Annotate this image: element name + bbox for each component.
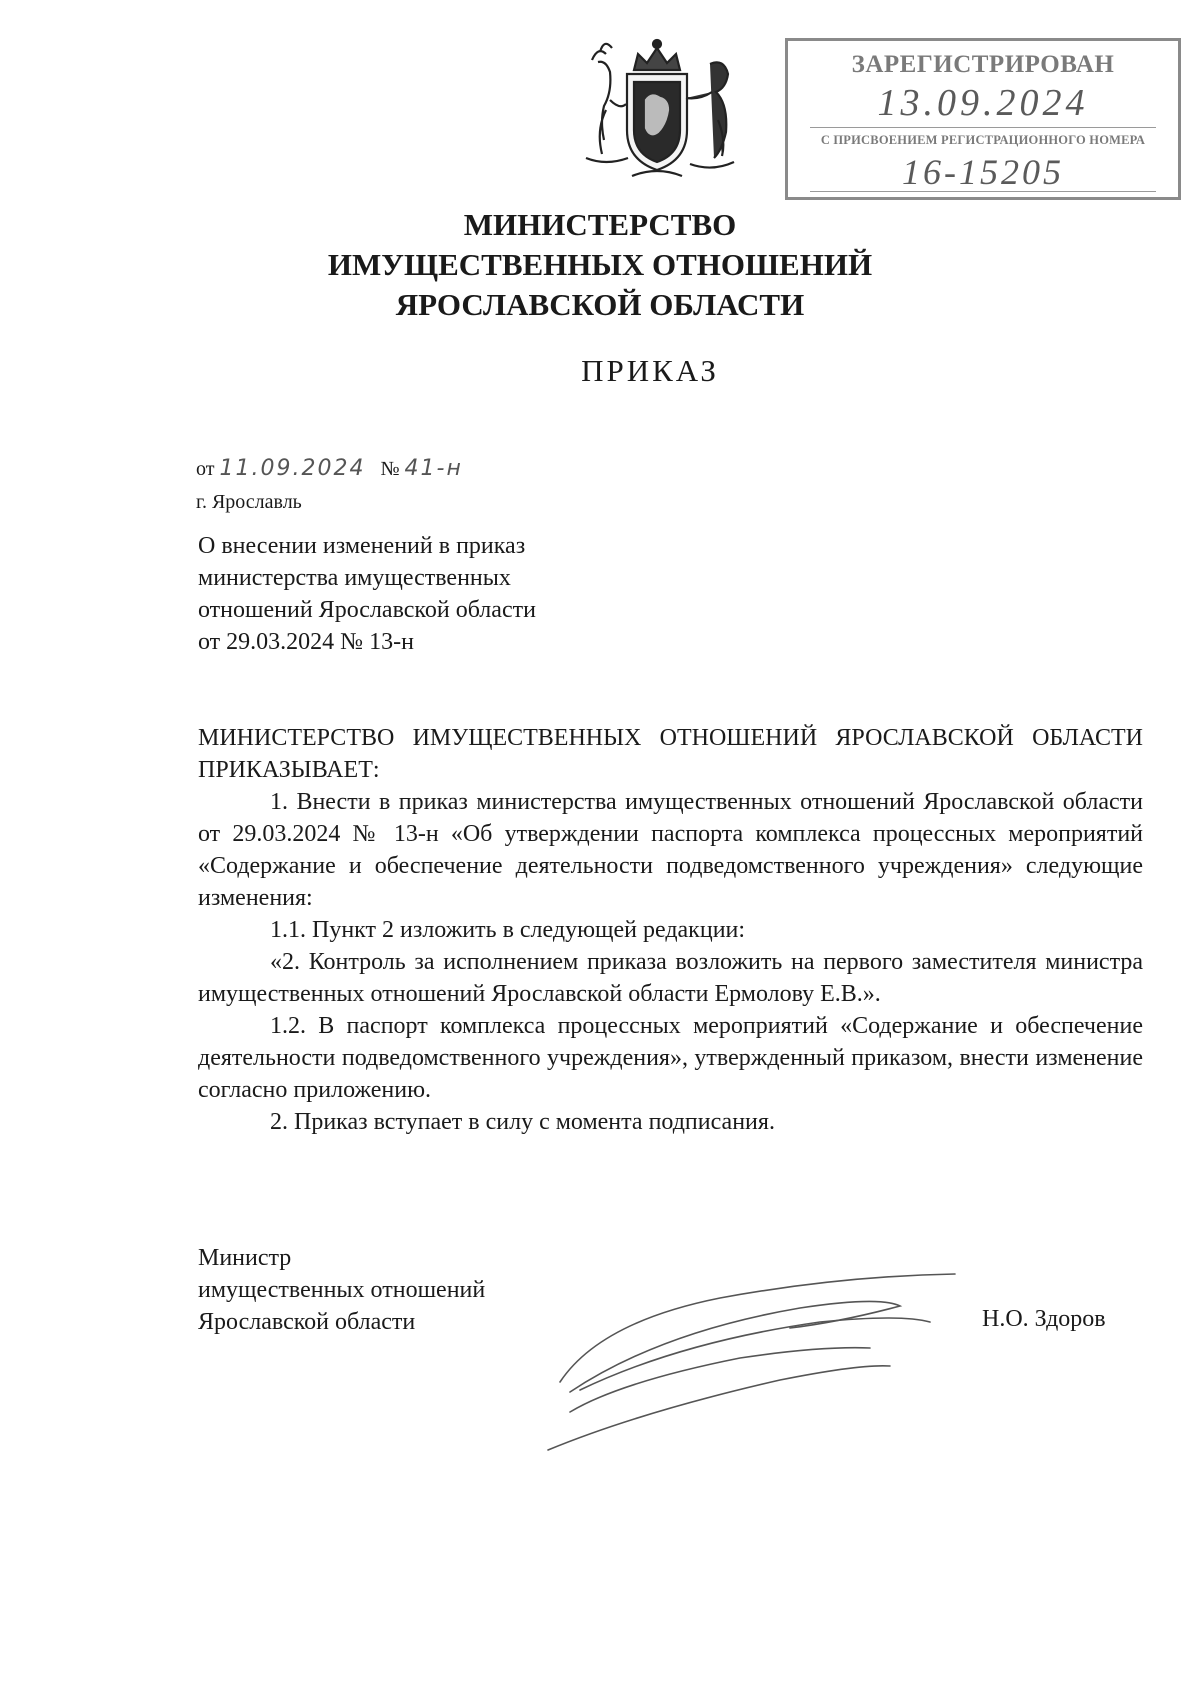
signatory-title-line: имущественных отношений <box>198 1277 486 1303</box>
handwritten-signature <box>540 1262 970 1462</box>
stamp-title: ЗАРЕГИСТРИРОВАН <box>851 51 1115 78</box>
document-type: ПРИКАЗ <box>581 353 719 388</box>
paragraph-1-1-quote: «2. Контроль за исполнением приказа возложить на первого заместителя министра имущественных отношений Ярославской области Ермолову Е.В.». <box>198 949 1143 1007</box>
stamp-caption: С ПРИСВОЕНИЕМ РЕГИСТРАЦИОННОГО НОМЕРА <box>820 133 1146 147</box>
signatory-title-line: Министр <box>198 1245 292 1271</box>
stamp-divider <box>810 191 1156 192</box>
registration-stamp <box>785 38 1181 200</box>
coat-of-arms-icon <box>572 30 742 182</box>
handwritten-number: 41-н <box>404 456 463 481</box>
header-line: МИНИСТЕРСТВО <box>463 207 737 242</box>
paragraph-1-2: 1.2. В паспорт комплекса процессных мероприятий «Содержание и обеспечение деятельности подведомственного учреждения», утвержденный приказом, внести изменение согласно приложению. <box>198 1013 1143 1103</box>
preamble: МИНИСТЕРСТВО ИМУЩЕСТВЕННЫХ ОТНОШЕНИЙ ЯРОСЛАВСКОЙ ОБЛАСТИ ПРИКАЗЫВАЕТ: <box>198 725 1143 783</box>
subject-block <box>198 530 536 658</box>
subject-line: О внесении изменений в приказ <box>198 533 526 559</box>
ministry-header <box>0 205 1200 325</box>
stamp-date: 13.09.2024 <box>877 82 1089 124</box>
subject-line: отношений Ярославской области <box>198 597 536 623</box>
date-line <box>196 456 463 481</box>
subject-line: от 29.03.2024 № 13-н <box>198 629 414 655</box>
stamp-number: 16-15205 <box>902 152 1064 192</box>
subject-line: министерства имущественных <box>198 565 511 591</box>
header-line: ЯРОСЛАВСКОЙ ОБЛАСТИ <box>395 287 805 322</box>
order-body <box>198 722 1143 1138</box>
signatory-title <box>198 1242 485 1338</box>
signatory-title-line: Ярославской области <box>198 1309 416 1335</box>
signatory-name: Н.О. Здоров <box>982 1306 1106 1332</box>
date-label: от <box>196 458 215 480</box>
paragraph-2: 2. Приказ вступает в силу с момента подписания. <box>270 1109 775 1135</box>
header-line: ИМУЩЕСТВЕННЫХ ОТНОШЕНИЙ <box>327 247 873 282</box>
city: г. Ярославль <box>196 491 302 513</box>
stamp-divider <box>810 127 1156 128</box>
paragraph-1-1: 1.1. Пункт 2 изложить в следующей редакции: <box>270 917 746 943</box>
paragraph-1: 1. Внести в приказ министерства имущественных отношений Ярославской области от 29.03.2024 № 13-н «Об утверждении паспорта комплекса процессных мероприятий «Содержание и обеспечение деятельности подведомственного учреждения» следующие изменения: <box>198 789 1143 911</box>
handwritten-date: 11.09.2024 <box>219 456 366 481</box>
number-label: № <box>380 458 400 480</box>
